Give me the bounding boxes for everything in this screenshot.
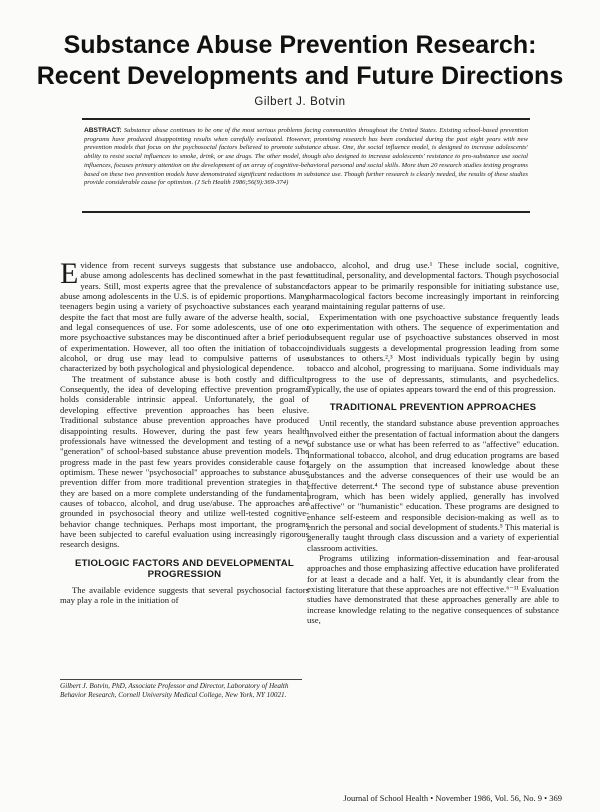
author-footnote: Gilbert J. Botvin, PhD, Associate Professor and Director, Laboratory of Health Behavior Research, Cornell University Medical College, New York, NY 10021.	[60, 679, 302, 700]
abstract-label: ABSTRACT:	[84, 127, 122, 134]
body-paragraph: tobacco, alcohol, and drug use.¹ These include social, cognitive, attitudinal, personality, and developmental factors. Though psychosocial factors appear to be primarily responsible for initiating substance use, pharmacological factors become increasingly important in reinforcing and maintaining regular patterns of use.	[307, 260, 559, 312]
body-paragraph: The available evidence suggests that several psychosocial factors may play a role in the initiation of	[60, 584, 309, 605]
article-title: Substance Abuse Prevention Research: Recent Developments and Future Directions	[36, 31, 564, 90]
body-paragraph	[60, 260, 309, 374]
body-paragraph: The treatment of substance abuse is both costly and difficult. Consequently, the idea of developing effective prevention programs holds considerable intrinsic appeal. Unfortunately, the goal of developing effective prevention approaches has been elusive. Traditional substance abuse prevention approaches have produced disappointing results. However, during the past few years health professionals have witnessed the development and testing of a new "generation" of school-based substance abuse prevention models. The progress made in the past few years provides considerable cause for optimism. These newer "psychosocial" approaches to substance abuse prevention differ from more traditional prevention strategies in that they are based on a more complete understanding of the fundamental causes of tobacco, alcohol, and drug use/abuse. The approaches are grounded in psychosocial theory and utilize well-tested cognitive-behavior change techniques. Perhaps most important, the programs have been subjected to careful evaluation using increasingly rigorous research designs.	[60, 373, 309, 550]
abstract-text: Substance abuse continues to be one of the most serious problems facing communities throughout the United States. Existing school-based prevention programs have produced disappointing results when carefully evaluated. However, promising research has been conducted during the past eight years with new prevention models that focus on the psychosocial factors believed to promote substance abuse. One, the social influence model, is designed to increase adolescents' ability to resist social influences to smoke, drink, or use drugs. The other model, though also designed to increase adolescents' resistance to pro-substance use social influences, focuses primary attention on the development of an array of cognitive-behavioral personal and social skills. More than 20 research studies testing programs based on these two prevention models have demonstrated significant reductions in substance use. Though further research is clearly needed, the results of these studies provide considerable cause for optimism. (J Sch Health 1986;56(9):369-374)	[84, 127, 528, 187]
author-name: Gilbert J. Botvin	[254, 96, 346, 108]
abstract-box	[82, 118, 530, 213]
paragraph-text: vidence from recent surveys suggests that substance use and abuse among adolescents has declined somewhat in the past few years. Still, most experts agree that the prevalence of substance abuse among adolescents in the U.S. is of epidemic proportions. Many teenagers begin using a variety of psychoactive substances each year, despite the fact that most are fully aware of the adverse health, social, and legal consequences of use. For some adolescents, use of one or more psychoactive substances may be discontinued after a brief period of experimentation. However, all too often the initiation of tobacco, alcohol, or drug use may lead to compulsive patterns of use characterized by both psychological and physiological dependence.	[60, 260, 309, 374]
drop-cap: E	[60, 260, 79, 290]
body-paragraph: Until recently, the standard substance abuse prevention approaches involved either the presentation of factual information about the dangers of substance use or what has been referred to as "affective" education. Informational tobacco, alcohol, and drug education programs are based largely on the assumption that increased knowledge about these substances and the adverse consequences of their use would be an effective deterrent.⁴ The second type of substance abuse prevention program, which has been widely applied, generally has involved "affective" or "humanistic" education. These programs are designed to enhance self-esteem and responsible decision-making as well as to enrich the personal and social development of students.⁵ This material is generally taught through class discussion and a variety of experiential classroom activities.	[307, 418, 559, 553]
journal-footer: Journal of School Health • November 1986, Vol. 56, No. 9 • 369	[343, 793, 562, 803]
section-heading-traditional: TRADITIONAL PREVENTION APPROACHES	[329, 402, 537, 414]
body-paragraph: Experimentation with one psychoactive substance frequently leads to experimentation with others. The sequence of experimentation and subsequent regular use of psychoactive substances observed in most individuals suggests a developmental progression leading from some substances to others.²,³ Most individuals typically begin by using tobacco and alcohol, progressing to marijuana. Some individuals may progress to the use of depressants, stimulants, and psychedelics. Typically, the use of opiates appears toward the end of this progression.	[307, 311, 559, 395]
section-heading-etiologic: ETIOLOGIC FACTORS AND DEVELOPMENTAL PROGRESSION	[75, 557, 294, 580]
body-paragraph: Programs utilizing information-dissemination and fear-arousal approaches and those emphasizing affective education have proliferated for at least a decade and a half. Yet, it is abundantly clear from the existing literature that these approaches are not effective.⁶⁻¹¹ Evaluation studies have demonstrated that these approaches generally are able to increase knowledge relating to the negative consequences of substance use,	[307, 552, 559, 625]
right-column	[307, 260, 559, 792]
